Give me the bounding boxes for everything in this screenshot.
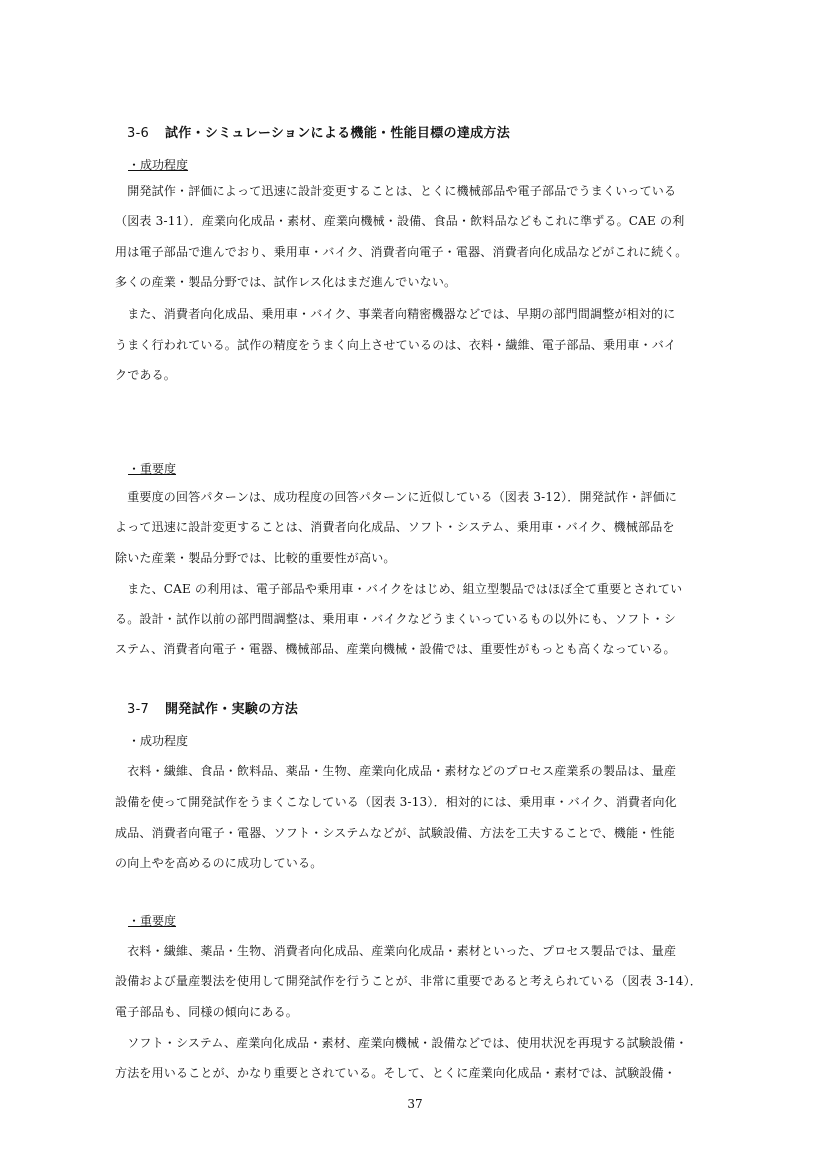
subsection-success-label: ・成功程度 bbox=[128, 158, 189, 172]
paragraph-line: 衣料・繊維、食品・飲料品、薬品・生物、産業向化成品・素材などのプロセス産業系の製品は、量産 bbox=[115, 764, 677, 778]
paragraph-line: 設備および量産製法を使用して開発試作を行うことが、非常に重要であると考えられている（図表 3-14）． bbox=[115, 974, 702, 988]
section-title: 試作・シミュレーションによる機能・性能目標の達成方法 bbox=[165, 126, 511, 141]
paragraph-line: 用は電子部品で進んでおり、乗用車・バイク、消費者向電子・電器、消費者向化成品などがこれに続く。 bbox=[115, 245, 688, 259]
paragraph-line: の向上やを高めるのに成功している。 bbox=[115, 856, 323, 870]
subsection-importance-label: ・重要度 bbox=[128, 462, 177, 476]
paragraph-line: 多くの産業・製品分野では、試作レス化はまだ進んでいない。 bbox=[115, 275, 457, 289]
section-3-6-heading bbox=[127, 122, 510, 141]
paragraph-line: 設備を使って開発試作をうまくこなしている（図表 3-13）．相対的には、乗用車・バイク、消費者向化 bbox=[115, 795, 677, 809]
paragraph-line: ソフト・システム、産業向化成品・素材、産業向機械・設備などでは、使用状況を再現する試験設備・ bbox=[115, 1036, 688, 1050]
paragraph-line: 電子部品も、同様の傾向にある。 bbox=[115, 1005, 299, 1019]
paragraph-line: 方法を用いることが、かなり重要とされている。そして、とくに産業向化成品・素材では、試験設備・ bbox=[115, 1066, 676, 1080]
paragraph-line: ステム、消費者向電子・電器、機械部品、産業向機械・設備では、重要性がもっとも高くなっている。 bbox=[115, 642, 676, 656]
paragraph-line: （図表 3-11）．産業向化成品・素材、産業向機械・設備、食品・飲料品などもこれに準ずる。CAE の利 bbox=[115, 214, 685, 228]
paragraph-line: 成品、消費者向電子・電器、ソフト・システムなどが、試験設備、方法を工夫することで、機能・性能 bbox=[115, 826, 675, 840]
paragraph-line: よって迅速に設計変更することは、消費者向化成品、ソフト・システム、乗用車・バイク、機械部品を bbox=[115, 520, 675, 534]
paragraph-line: 重要度の回答パターンは、成功程度の回答パターンに近似している（図表 3-12）．開発試作・評価に bbox=[115, 490, 678, 504]
paragraph-line: 衣料・繊維、薬品・生物、消費者向化成品、産業向化成品・素材といった、プロセス製品では、量産 bbox=[115, 944, 677, 958]
paragraph-line: 除いた産業・製品分野では、比較的重要性が高い。 bbox=[115, 551, 396, 565]
page-number: 37 bbox=[407, 1097, 423, 1111]
section-title: 開発試作・実験の方法 bbox=[165, 702, 299, 717]
subsection-importance-label: ・重要度 bbox=[128, 914, 177, 928]
paragraph-line: 開発試作・評価によって迅速に設計変更することは、とくに機械部品や電子部品でうまくいっている bbox=[115, 184, 677, 198]
paragraph-line: る。設計・試作以前の部門間調整は、乗用車・バイクなどうまくいっているもの以外にも、ソフト・シ bbox=[115, 612, 676, 626]
section-number: 3-6 bbox=[127, 126, 150, 141]
subsection-success-label: ・成功程度 bbox=[128, 734, 189, 748]
section-3-7-heading bbox=[127, 698, 298, 717]
section-number: 3-7 bbox=[127, 702, 150, 717]
paragraph-line: クである。 bbox=[115, 368, 177, 382]
paragraph-line: また、消費者向化成品、乗用車・バイク、事業者向精密機器などでは、早期の部門間調整が相対的に bbox=[115, 307, 676, 321]
paragraph-line: うまく行われている。試作の精度をうまく向上させているのは、衣料・繊維、電子部品、乗用車・バイ bbox=[115, 338, 677, 352]
paragraph-line: また、CAE の利用は、電子部品や乗用車・バイクをはじめ、組立型製品ではほぼ全て重要とされてい bbox=[115, 582, 683, 596]
